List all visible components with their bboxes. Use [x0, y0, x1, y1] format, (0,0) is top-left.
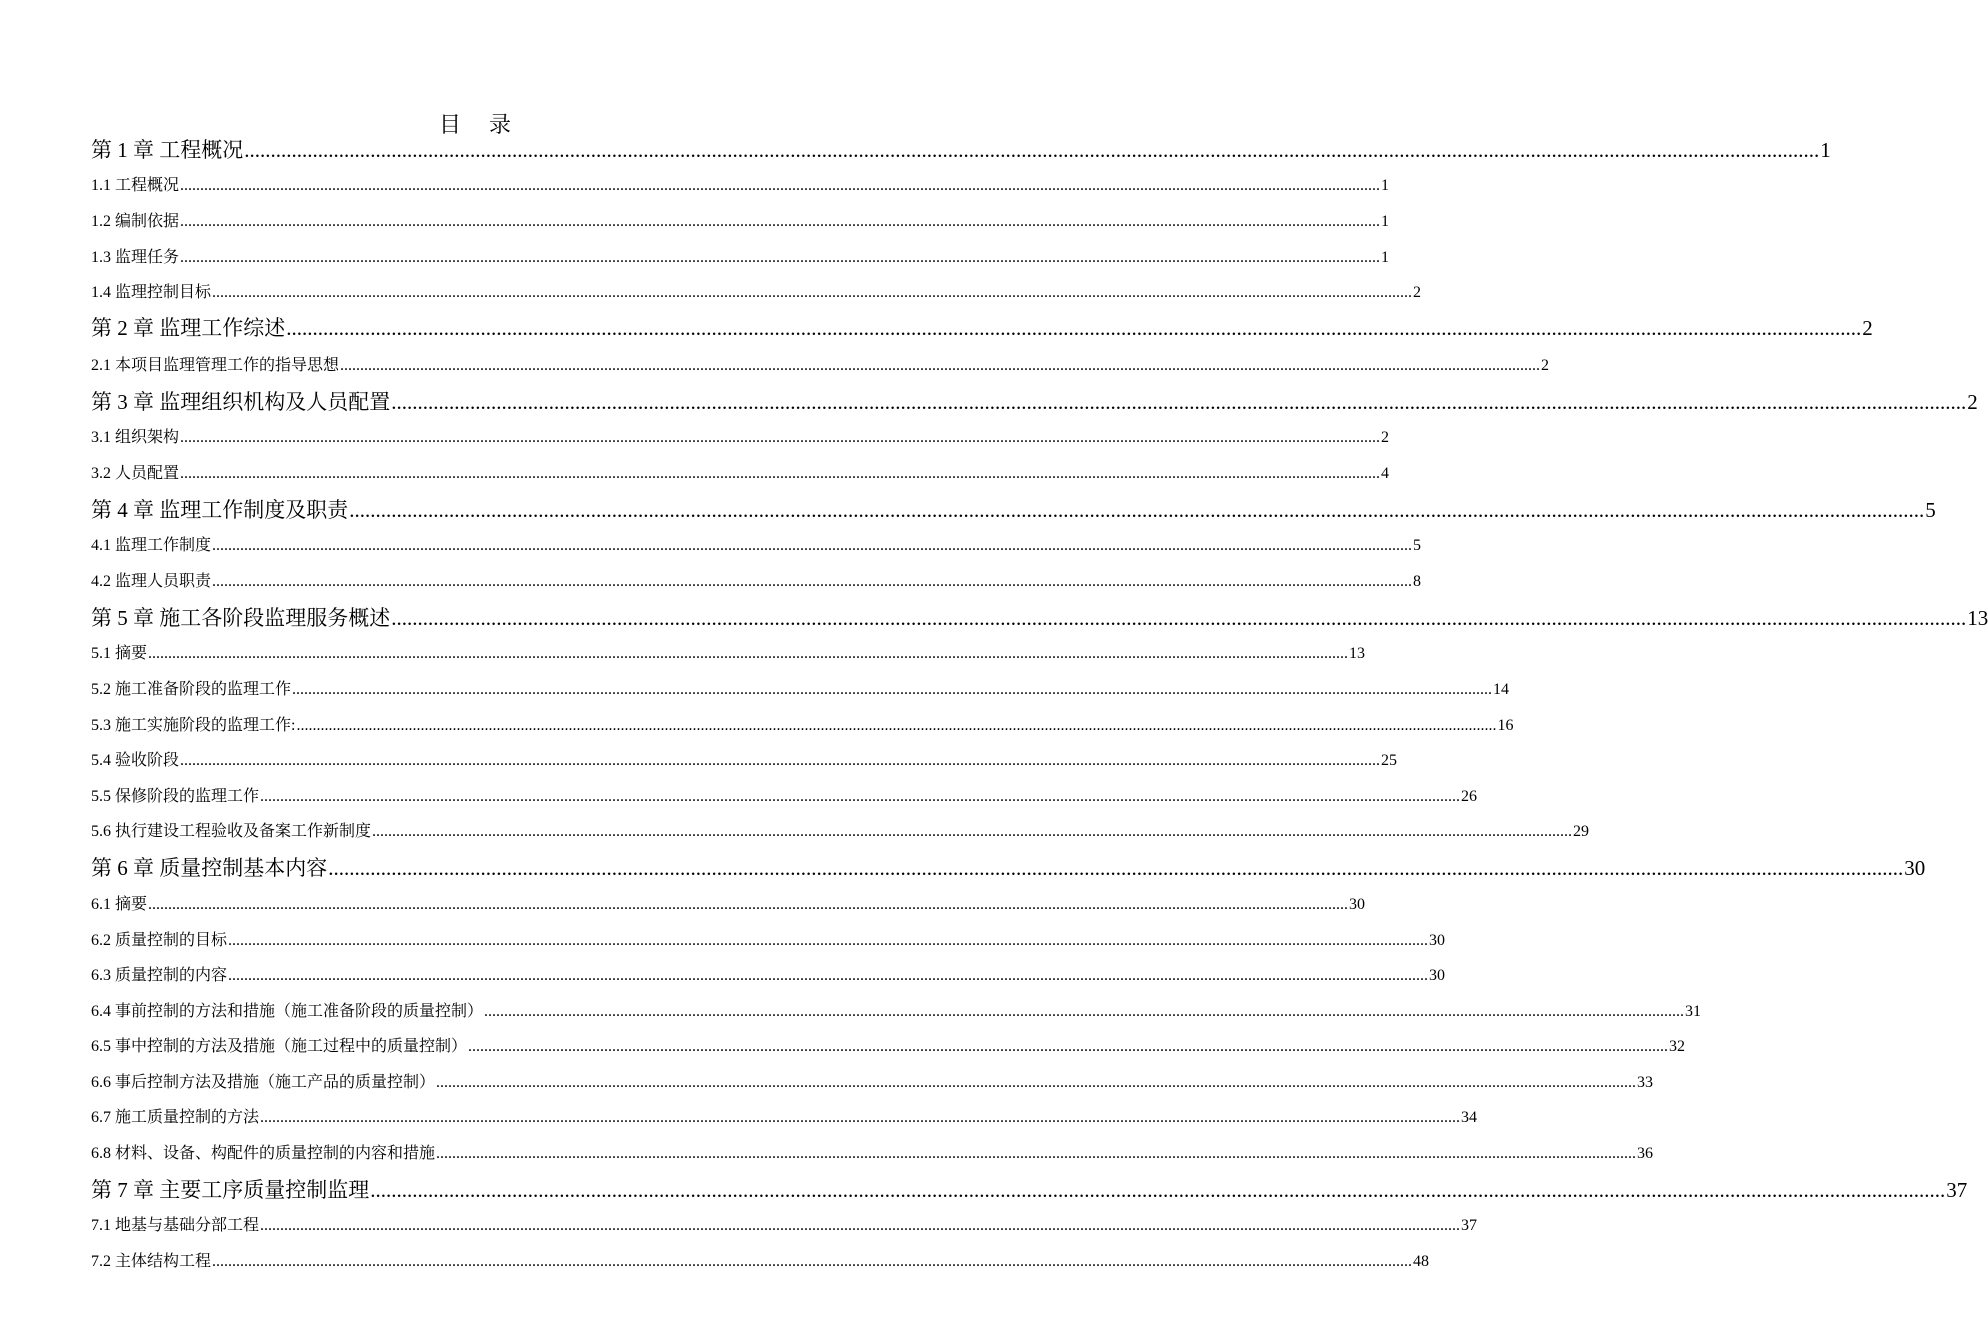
toc-entry[interactable]	[91, 355, 1550, 377]
toc-entry-label: 5.6 执行建设工程验收及备案工作新制度	[91, 823, 372, 840]
toc-entry-label: 4.1 监理工作制度	[91, 537, 212, 554]
toc-entry-page: 37	[1461, 1217, 1478, 1234]
toc-entry-label: 6.4 事前控制的方法和措施（施工准备阶段的质量控制）	[91, 1003, 484, 1020]
toc-entry-page: 1	[1381, 177, 1390, 194]
toc-dot-leader: ............................................................................................................................................................................................................................................................................................................	[286, 316, 1862, 340]
toc-entry-page: 33	[1637, 1074, 1654, 1091]
toc-entry-label: 第 6 章 质量控制基本内容	[91, 856, 328, 880]
toc-entry[interactable]	[91, 247, 1390, 269]
toc-entry-label: 7.2 主体结构工程	[91, 1253, 212, 1270]
toc-entry[interactable]	[91, 388, 1978, 416]
toc-entry-page: 13	[1349, 645, 1366, 662]
toc-entry[interactable]	[91, 786, 1478, 808]
toc-entry[interactable]	[91, 314, 1873, 342]
toc-dot-leader: ............................................................................................................................................................................................................................................................................................................	[260, 1217, 1461, 1234]
toc-entry-label: 6.8 材料、设备、构配件的质量控制的内容和措施	[91, 1145, 436, 1162]
toc-dot-leader: ............................................................................................................................................................................................................................................................................................................	[484, 1003, 1685, 1020]
toc-dot-leader: ............................................................................................................................................................................................................................................................................................................	[372, 823, 1573, 840]
toc-entry[interactable]	[91, 894, 1366, 916]
toc-dot-leader: ............................................................................................................................................................................................................................................................................................................	[436, 1145, 1637, 1162]
toc-entry[interactable]	[91, 1176, 1968, 1204]
toc-entry-label: 4.2 监理人员职责	[91, 573, 212, 590]
toc-entry[interactable]	[91, 854, 1926, 882]
toc-entry-page: 14	[1493, 681, 1510, 698]
toc-entry[interactable]	[91, 1001, 1702, 1023]
toc-dot-leader: ............................................................................................................................................................................................................................................................................................................	[148, 645, 1349, 662]
toc-entry-page: 2	[1381, 429, 1390, 446]
toc-entry[interactable]	[91, 1107, 1478, 1129]
toc-dot-leader: ............................................................................................................................................................................................................................................................................................................	[180, 177, 1381, 194]
toc-entry-page: 31	[1685, 1003, 1702, 1020]
toc-dot-leader: ............................................................................................................................................................................................................................................................................................................	[260, 1109, 1461, 1126]
toc-entry-label: 第 5 章 施工各阶段监理服务概述	[91, 606, 391, 630]
toc-entry[interactable]	[91, 1072, 1654, 1094]
toc-entry-label: 3.1 组织架构	[91, 429, 180, 446]
toc-entry-page: 13	[1967, 606, 1988, 630]
toc-dot-leader: ............................................................................................................................................................................................................................................................................................................	[148, 896, 1349, 913]
toc-entry-label: 第 1 章 工程概况	[91, 138, 244, 162]
toc-entry[interactable]	[91, 821, 1590, 843]
toc-dot-leader: ............................................................................................................................................................................................................................................................................................................	[212, 537, 1413, 554]
toc-dot-leader: ............................................................................................................................................................................................................................................................................................................	[436, 1074, 1637, 1091]
toc-entry-page: 36	[1637, 1145, 1654, 1162]
toc-entry-page: 2	[1967, 390, 1978, 414]
toc-dot-leader: ............................................................................................................................................................................................................................................................................................................	[180, 429, 1381, 446]
toc-entry[interactable]	[91, 136, 1831, 164]
toc-entry-page: 8	[1413, 573, 1422, 590]
toc-entry-page: 30	[1429, 967, 1446, 984]
toc-entry-label: 6.2 质量控制的目标	[91, 932, 228, 949]
toc-entry-page: 37	[1946, 1178, 1968, 1202]
toc-dot-leader: ............................................................................................................................................................................................................................................................................................................	[292, 681, 1493, 698]
toc-entry[interactable]	[91, 1251, 1430, 1273]
toc-dot-leader: ............................................................................................................................................................................................................................................................................................................	[180, 213, 1381, 230]
toc-entry-label: 1.4 监理控制目标	[91, 284, 212, 301]
toc-dot-leader: ............................................................................................................................................................................................................................................................................................................	[228, 932, 1429, 949]
toc-entry-page: 2	[1541, 357, 1550, 374]
toc-dot-leader: ............................................................................................................................................................................................................................................................................................................	[296, 717, 1497, 734]
toc-entry-label: 6.7 施工质量控制的方法	[91, 1109, 260, 1126]
toc-entry-label: 第 4 章 监理工作制度及职责	[91, 498, 349, 522]
toc-entry-label: 1.2 编制依据	[91, 213, 180, 230]
toc-dot-leader: ............................................................................................................................................................................................................................................................................................................	[244, 138, 1820, 162]
toc-dot-leader: ............................................................................................................................................................................................................................................................................................................	[180, 249, 1381, 266]
toc-dot-leader: ............................................................................................................................................................................................................................................................................................................	[228, 967, 1429, 984]
toc-entry[interactable]	[91, 463, 1390, 485]
toc-entry[interactable]	[91, 427, 1390, 449]
toc-entry-label: 第 7 章 主要工序质量控制监理	[91, 1178, 370, 1202]
toc-entry[interactable]	[91, 282, 1422, 304]
toc-entry-page: 1	[1381, 249, 1390, 266]
toc-dot-leader: ............................................................................................................................................................................................................................................................................................................	[180, 752, 1381, 769]
toc-entry[interactable]	[91, 496, 1936, 524]
toc-entry[interactable]	[91, 750, 1398, 772]
toc-entry-page: 48	[1413, 1253, 1430, 1270]
toc-entry-page: 2	[1862, 316, 1873, 340]
toc-entry-page: 5	[1925, 498, 1936, 522]
toc-entry-label: 7.1 地基与基础分部工程	[91, 1217, 260, 1234]
toc-dot-leader: ............................................................................................................................................................................................................................................................................................................	[391, 390, 1967, 414]
toc-dot-leader: ............................................................................................................................................................................................................................................................................................................	[328, 856, 1904, 880]
toc-entry[interactable]	[91, 679, 1510, 701]
toc-title: 目录	[438, 112, 539, 137]
toc-dot-leader: ............................................................................................................................................................................................................................................................................................................	[260, 788, 1461, 805]
toc-entry-label: 1.1 工程概况	[91, 177, 180, 194]
toc-entry[interactable]	[91, 1143, 1654, 1165]
toc-entry-label: 6.1 摘要	[91, 896, 148, 913]
toc-dot-leader: ............................................................................................................................................................................................................................................................................................................	[180, 465, 1381, 482]
toc-entry[interactable]	[91, 1215, 1478, 1237]
toc-entry-label: 5.4 验收阶段	[91, 752, 180, 769]
toc-entry[interactable]	[91, 965, 1446, 987]
toc-entry-label: 1.3 监理任务	[91, 249, 180, 266]
toc-entry-page: 30	[1349, 896, 1366, 913]
toc-entry-page: 29	[1573, 823, 1590, 840]
toc-entry[interactable]	[91, 715, 1514, 737]
toc-entry-label: 第 3 章 监理组织机构及人员配置	[91, 390, 391, 414]
toc-entry-page: 25	[1381, 752, 1398, 769]
toc-dot-leader: ............................................................................................................................................................................................................................................................................................................	[212, 284, 1413, 301]
toc-entry[interactable]	[91, 571, 1422, 593]
toc-entry[interactable]	[91, 643, 1366, 665]
toc-entry-label: 6.3 质量控制的内容	[91, 967, 228, 984]
toc-entry-label: 5.3 施工实施阶段的监理工作:	[91, 717, 296, 734]
toc-entry[interactable]	[91, 175, 1390, 197]
toc-entry[interactable]	[91, 930, 1446, 952]
toc-entry-page: 1	[1820, 138, 1831, 162]
toc-entry-page: 2	[1413, 284, 1422, 301]
toc-entry-page: 16	[1497, 717, 1514, 734]
toc-entry[interactable]	[91, 604, 1988, 632]
toc-entry[interactable]	[91, 1036, 1686, 1058]
toc-entry[interactable]	[91, 535, 1422, 557]
toc-entry-page: 26	[1461, 788, 1478, 805]
toc-entry[interactable]	[91, 211, 1390, 233]
toc-entry-page: 30	[1429, 932, 1446, 949]
toc-entry-label: 5.5 保修阶段的监理工作	[91, 788, 260, 805]
toc-entry-page: 34	[1461, 1109, 1478, 1126]
toc-dot-leader: ............................................................................................................................................................................................................................................................................................................	[468, 1038, 1669, 1055]
toc-entry-page: 30	[1904, 856, 1926, 880]
toc-entry-label: 2.1 本项目监理管理工作的指导思想	[91, 357, 340, 374]
toc-entry-page: 32	[1669, 1038, 1686, 1055]
toc-entry-label: 6.5 事中控制的方法及措施（施工过程中的质量控制）	[91, 1038, 468, 1055]
toc-entry-label: 5.1 摘要	[91, 645, 148, 662]
toc-dot-leader: ............................................................................................................................................................................................................................................................................................................	[349, 498, 1925, 522]
toc-dot-leader: ............................................................................................................................................................................................................................................................................................................	[212, 1253, 1413, 1270]
toc-entry-label: 第 2 章 监理工作综述	[91, 316, 286, 340]
toc-entry-label: 3.2 人员配置	[91, 465, 180, 482]
toc-dot-leader: ............................................................................................................................................................................................................................................................................................................	[370, 1178, 1946, 1202]
toc-entry-page: 5	[1413, 537, 1422, 554]
toc-entry-page: 4	[1381, 465, 1390, 482]
toc-dot-leader: ............................................................................................................................................................................................................................................................................................................	[391, 606, 1967, 630]
toc-entry-label: 6.6 事后控制方法及措施（施工产品的质量控制）	[91, 1074, 436, 1091]
toc-dot-leader: ............................................................................................................................................................................................................................................................................................................	[340, 357, 1541, 374]
toc-dot-leader: ............................................................................................................................................................................................................................................................................................................	[212, 573, 1413, 590]
toc-entry-page: 1	[1381, 213, 1390, 230]
toc-entry-label: 5.2 施工准备阶段的监理工作	[91, 681, 292, 698]
